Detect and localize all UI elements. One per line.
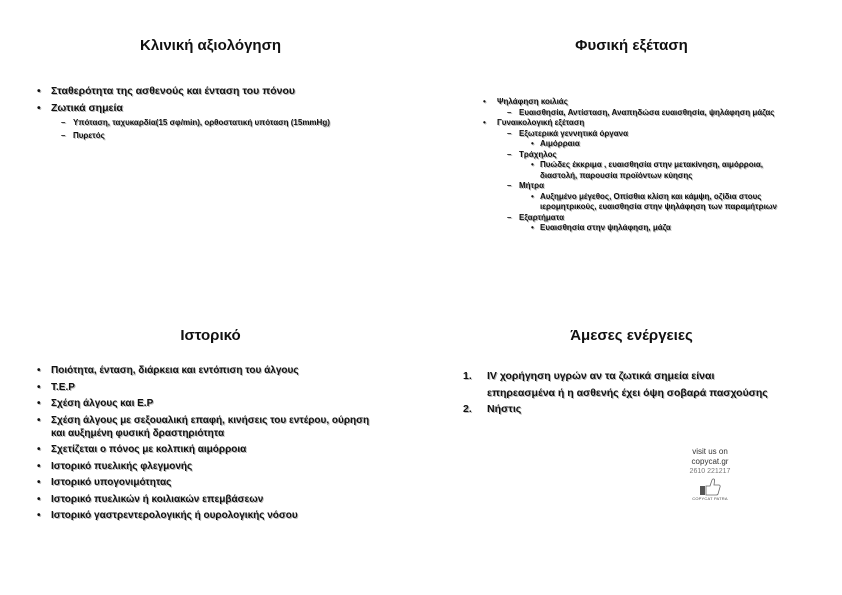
- slide-title: Ιστορικό: [180, 327, 241, 344]
- sub-list-item: [507, 213, 783, 234]
- copycat-promo-stamp: [670, 447, 750, 502]
- slide-body: [483, 97, 783, 234]
- list-item-label: Γυναικολογική εξέταση: [497, 118, 585, 127]
- list-item: • Ιστορικό πυελικών ή κοιλιακών επεμβάσεων: [37, 493, 377, 506]
- sub-list-item: [507, 150, 783, 182]
- sub-sub-list-item: • Αυξημένο μέγεθος, Οπίσθια κλίση και κάμψη, οζίδια στους ιερομητρικούς, ευαισθησία στην ψηλάφηση των παραμήτριων: [531, 192, 783, 213]
- numbered-item: [463, 368, 783, 401]
- promo-brand: COPYCAT PATRA: [692, 496, 728, 501]
- item-text: IV χορήγηση υγρών αν τα ζωτικά σημεία είναι επηρεασμένα ή η ασθενής έχει όψη σοβαρά πασχούσης: [487, 370, 768, 399]
- thumbs-up-icon: [699, 478, 721, 496]
- sub-list-item: – Πυρετός: [61, 129, 407, 142]
- item-number: 1.: [463, 370, 472, 382]
- slide-body: [37, 83, 407, 142]
- sub-list-item: – Ευαισθησία, Αντίσταση, Αναπηδώσα ευαισθησία, ψηλάφηση μάζας: [507, 108, 783, 119]
- list-item: • Ιστορικό γαστρεντερολογικής ή ουρολογικής νόσου: [37, 509, 377, 522]
- sub-list-item: [507, 181, 783, 213]
- slide-body: [37, 364, 377, 526]
- slide-history: [0, 297, 421, 594]
- list-item: • Σταθερότητα της ασθενούς και ένταση του πόνου: [37, 83, 407, 100]
- sub-list-item: – Υπόταση, ταχυκαρδία(15 σφ/min), ορθοστατική υπόταση (15mmHg): [61, 116, 407, 129]
- list-item: • Ποιότητα, ένταση, διάρκεια και εντόπιση του άλγους: [37, 364, 377, 377]
- list-item: • Σχέση άλγους με σεξουαλική επαφή, κινήσεις του εντέρου, ούρηση και αυξημένη φυσική δραστηριότητα: [37, 414, 377, 440]
- list-item: • Σχέση άλγους και Ε.Ρ: [37, 397, 377, 410]
- sub-sub-list-item: • Πυώδες έκκριμα , ευαισθησία στην μετακίνηση, αιμόρροια, διαστολή, παρουσία προϊόντων κύησης: [531, 160, 783, 181]
- slide-clinical-assessment: [0, 0, 421, 297]
- slide-physical-exam: [421, 0, 842, 297]
- item-number: 2.: [463, 403, 472, 415]
- promo-website: copycat.gr: [691, 457, 729, 466]
- slide-title: Άμεσες ενέργειες: [570, 327, 693, 344]
- sub-sub-list-item: • Αιμόρραια: [531, 139, 783, 150]
- sub-list-item-label: Μήτρα: [519, 181, 544, 190]
- list-item: • Τ.Ε.Ρ: [37, 381, 377, 394]
- slide-title: Φυσική εξέταση: [575, 37, 688, 54]
- sub-list-item-label: Εξαρτήματα: [519, 212, 564, 222]
- list-item: • Ιστορικό υπογονιμότητας: [37, 476, 377, 489]
- promo-phone: 2610 221217: [689, 468, 731, 475]
- promo-line-1: visit us on: [692, 447, 728, 456]
- sub-sub-list-item: • Ευαισθησία στην ψηλάφηση, μάζα: [531, 223, 783, 234]
- list-item: • Ιστορικό πυελικής φλεγμονής: [37, 460, 377, 473]
- sub-list-item-label: Τράχηλος: [519, 149, 557, 159]
- sub-list-item-label: Εξωτερικά γεννητικά όργανα: [519, 128, 629, 138]
- slide-body: [463, 368, 783, 418]
- list-item-label: Ψηλάφηση κοιλιάς: [497, 97, 568, 106]
- sub-list-item: [507, 129, 783, 150]
- list-item-label: Ζωτικά σημεία: [51, 101, 123, 114]
- list-item: • Σχετίζεται ο πόνος με κολπική αιμόρροια: [37, 443, 377, 456]
- item-text: Νήστις: [487, 403, 522, 415]
- slide-immediate-actions: [421, 297, 842, 594]
- list-item: [37, 100, 407, 143]
- list-item: [483, 97, 783, 118]
- numbered-item: [463, 401, 783, 418]
- list-item: [483, 118, 783, 234]
- slide-title: Κλινική αξιολόγηση: [139, 37, 282, 54]
